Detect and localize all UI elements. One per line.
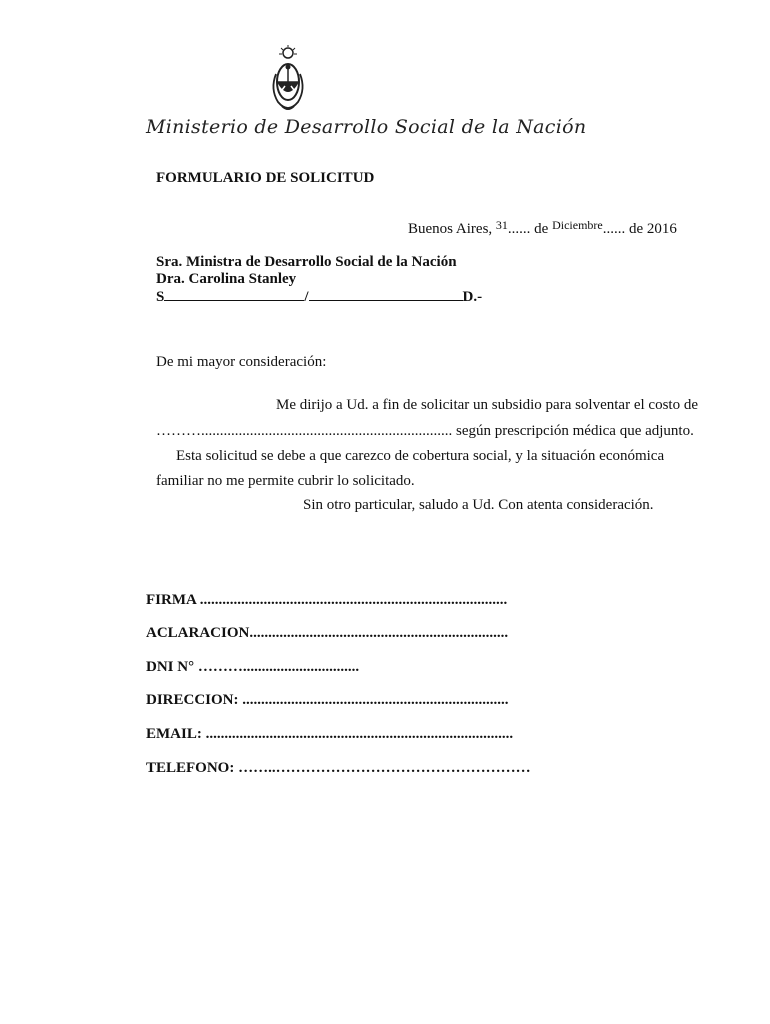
addressee-line1: Sra. Ministra de Desarrollo Social de la Nación [156, 254, 457, 270]
d-label: D.- [462, 289, 483, 305]
dni-field[interactable]: DNI N° ………............................... [146, 659, 360, 675]
paragraph2-line1: Esta solicitud se debe a que carezco de cobertura social, y la situación económica [176, 448, 665, 464]
month-field[interactable]: Diciembre [552, 218, 603, 232]
paragraph2-line2: familiar no me permite cubrir lo solicitado. [156, 473, 415, 489]
underline-2 [309, 288, 463, 301]
national-coat-of-arms-icon [268, 44, 308, 114]
city-label: Buenos Aires, [408, 221, 493, 237]
s-label: S [156, 289, 165, 305]
telefono-field[interactable]: TELEFONO: ……..…………………………………………… [146, 760, 531, 776]
dateline [408, 218, 677, 238]
paragraph1-line1: Me dirijo a Ud. a fin de solicitar un subsidio para solventar el costo de [276, 397, 698, 413]
direccion-field[interactable]: DIRECCION: ....................................................................... [146, 692, 509, 708]
day-dots: ...... [507, 221, 531, 237]
slash-label: / [304, 289, 309, 305]
de-label: de [534, 221, 549, 237]
firma-field[interactable]: FIRMA .................................................................................. [146, 592, 508, 608]
addressee-sd-line [156, 288, 482, 306]
underline-1 [164, 288, 304, 301]
year-label: de 2016 [629, 221, 677, 237]
paragraph1-line2: ………................................................................... según prescripción médica que adjunto. [156, 423, 694, 439]
greeting: De mi mayor consideración: [156, 354, 327, 370]
aclaracion-field[interactable]: ACLARACION..................................................................... [146, 625, 509, 641]
ministry-heading: Ministerio de Desarrollo Social de la Nación [146, 116, 587, 138]
form-title: FORMULARIO DE SOLICITUD [156, 170, 375, 186]
email-field[interactable]: EMAIL: .................................................................................. [146, 726, 514, 742]
addressee-line2: Dra. Carolina Stanley [156, 271, 297, 287]
day-field[interactable]: 31 [495, 218, 508, 232]
closing-line: Sin otro particular, saludo a Ud. Con atenta consideración. [303, 497, 654, 513]
month-dots: ...... [602, 221, 626, 237]
